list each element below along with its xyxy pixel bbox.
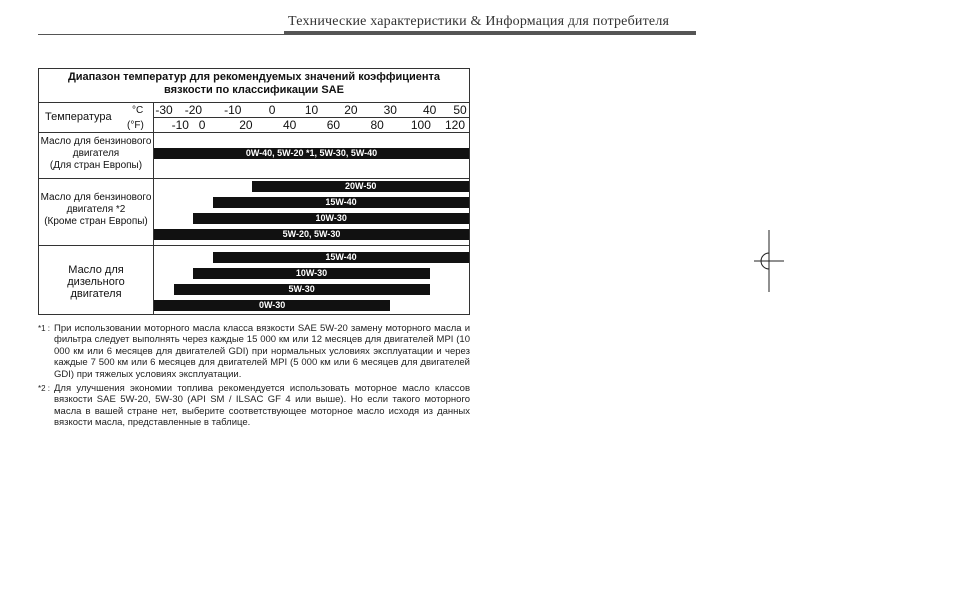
celsius-tick: 40 (422, 103, 437, 117)
viscosity-bar: 10W-30 (193, 268, 429, 279)
celsius-tick: -30 (155, 103, 173, 117)
celsius-tick: 20 (344, 103, 358, 117)
fahrenheit-tick: 40 (282, 118, 297, 132)
page-header-title: Технические характеристики & Информация для потребителя (288, 14, 670, 29)
header-rule-bold (284, 31, 696, 35)
section-label-diesel (39, 264, 153, 300)
viscosity-bar: 10W-30 (193, 213, 469, 224)
table-title-line: Диапазон температур для рекомендуемых значений коэффициента (67, 71, 441, 83)
footnote-mark: *2 : (38, 384, 51, 394)
temperature-label: Температура (45, 111, 112, 123)
crop-mark-icon (754, 230, 784, 292)
celsius-tick: 30 (383, 103, 397, 117)
section-label-line: (Кроме стран Европы) (44, 216, 148, 227)
celsius-tick: 10 (304, 103, 319, 117)
footnote-text: При использовании моторного масла класса вязкости SAE 5W-20 замену моторного масла и фильтра следует выполнять через каждые 15 000 км или 12 месяцев для двигателей MPI (10 000 км или 6 месяцев для двигателей GDI) при нормальных условиях эксплуатации и через каждые 7 500 км или 6 месяцев для двигателей MPI (5 000 км или 6 месяцев для двигателей GDI) при тяжелых условиях эксплуатации. (54, 323, 470, 380)
footnotes (38, 323, 470, 432)
table-title (39, 71, 469, 97)
viscosity-bar: 20W-50 (252, 181, 469, 192)
section-label-line: Масло для бензинового (40, 136, 152, 147)
footnote-1 (38, 323, 470, 380)
section-label-line: двигателя *2 (66, 204, 126, 215)
celsius-tick: -20 (184, 103, 203, 117)
table-rule (39, 245, 469, 246)
section-label-line: двигателя (72, 148, 120, 159)
fahrenheit-unit: (°F) (127, 120, 144, 131)
fahrenheit-tick: -10 (171, 118, 189, 132)
celsius-unit: °C (132, 105, 144, 116)
footnote-text: Для улучшения экономии топлива рекомендуется использовать моторное масло классов вязкости SAE 5W-20, 5W-30 (API SM / ILSAC GF 4 или выше). Но если такого моторного масла в вашей стране нет, выберите соответствующее моторное масло исходя из данных вязкости масла, представленные в таблице. (54, 383, 470, 429)
viscosity-table (38, 68, 470, 315)
footnote-2 (38, 383, 470, 429)
fahrenheit-tick: 60 (326, 118, 341, 132)
celsius-tick: 50 (453, 103, 467, 117)
section-label-gasoline-other (39, 192, 153, 228)
table-rule (39, 102, 469, 103)
table-rule (153, 102, 154, 314)
table-rule (39, 178, 469, 179)
fahrenheit-tick: 80 (370, 118, 384, 132)
viscosity-bar: 0W-40, 5W-20 *1, 5W-30, 5W-40 (154, 148, 469, 159)
section-label-line: дизельного (67, 276, 125, 288)
table-rule (39, 132, 469, 133)
viscosity-bar: 0W-30 (154, 300, 390, 311)
viscosity-bar: 15W-40 (213, 197, 469, 208)
section-label-gasoline-europe (39, 136, 153, 172)
celsius-tick: -10 (224, 103, 242, 117)
section-label-line: двигателя (70, 288, 122, 300)
header-rule (38, 34, 284, 35)
viscosity-bar: 5W-20, 5W-30 (154, 229, 469, 240)
viscosity-bar: 5W-30 (174, 284, 430, 295)
section-label-line: Масло для бензинового (40, 192, 152, 203)
section-label-line: Масло для (68, 264, 124, 276)
celsius-tick: 0 (268, 103, 276, 117)
footnote-mark: *1 : (38, 324, 51, 333)
fahrenheit-tick: 20 (239, 118, 253, 132)
viscosity-bar: 15W-40 (213, 252, 469, 263)
fahrenheit-tick: 0 (198, 118, 206, 132)
fahrenheit-tick: 120 (444, 118, 466, 132)
section-label-line: (Для стран Европы) (49, 160, 143, 171)
table-title-line: вязкости по классификации SAE (164, 84, 344, 96)
fahrenheit-tick: 100 (410, 118, 431, 132)
